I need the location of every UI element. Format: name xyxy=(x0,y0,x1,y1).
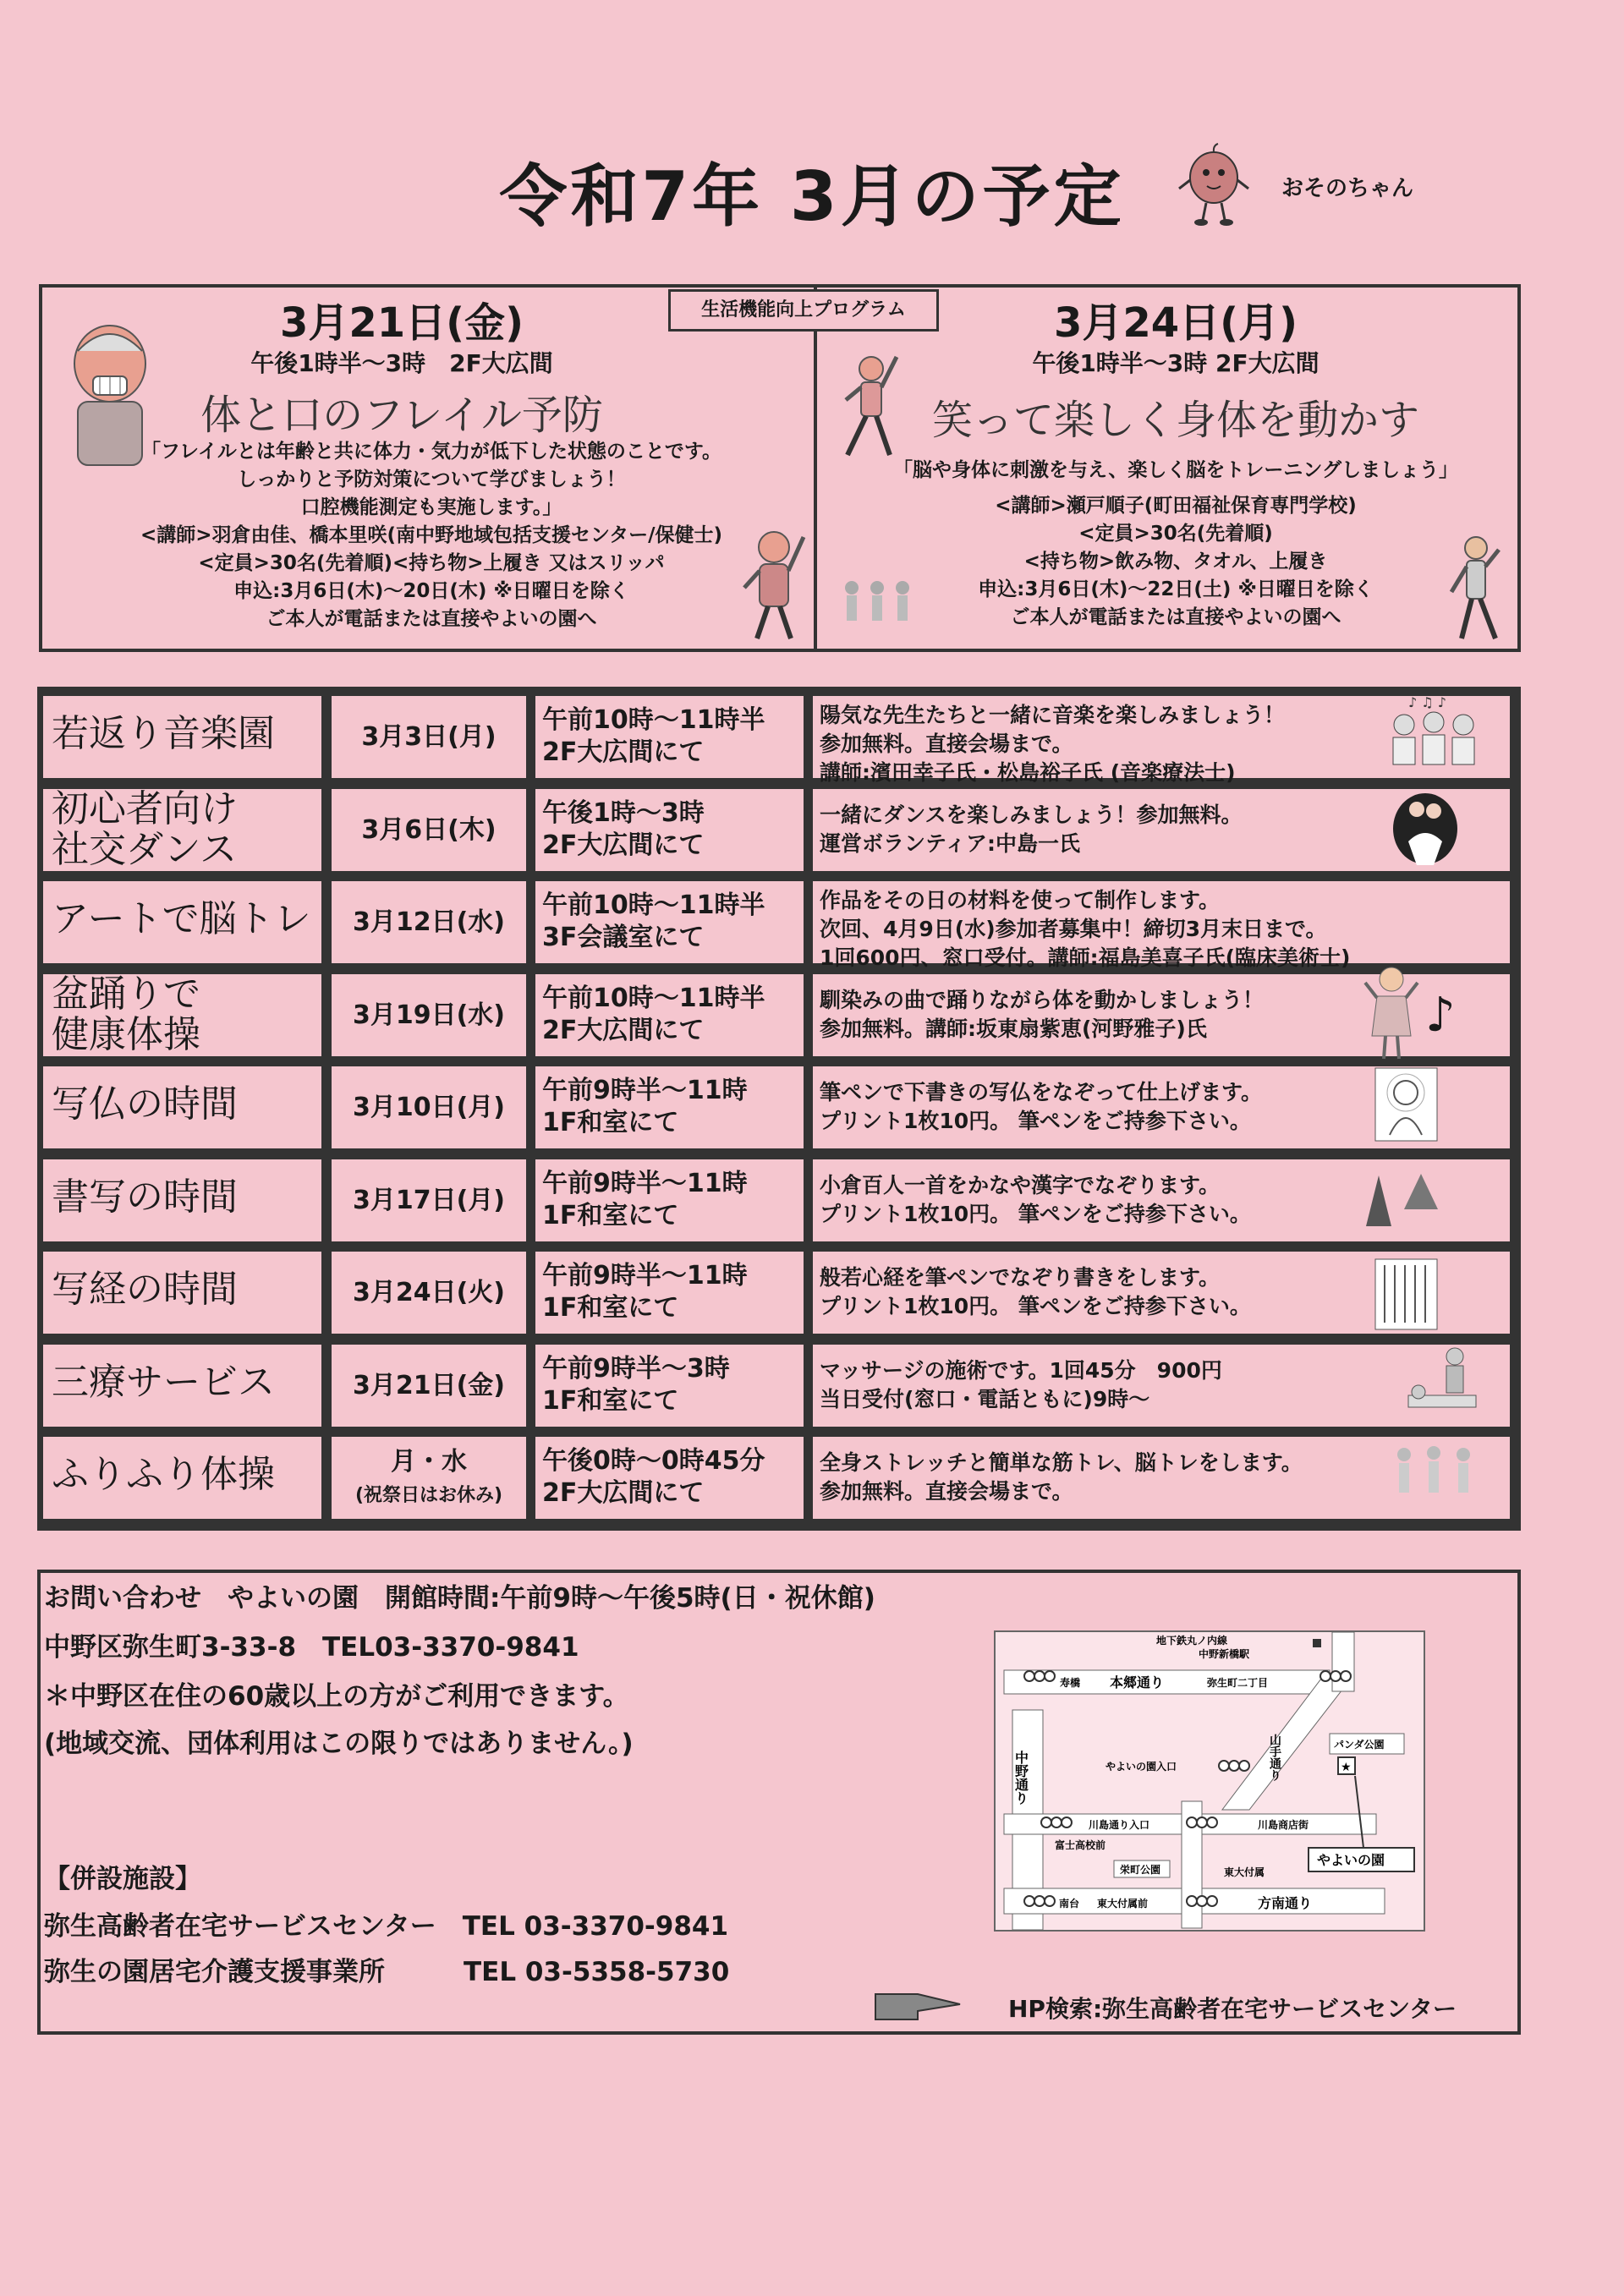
activity-time xyxy=(533,879,806,966)
contact-hours: お問い合わせ やよいの園 開館時間:午前9時～午後5時(日・祝休館) xyxy=(44,1583,875,1614)
activity-date-note: (祝祭日はお休み) xyxy=(354,1485,503,1506)
activity-date-text: 3月21日(金) xyxy=(352,1370,506,1400)
page-title: 令和7年 3月の予定 xyxy=(499,157,1125,236)
activity-date xyxy=(329,786,529,874)
activity-date-text: 3月3日(月) xyxy=(361,722,497,752)
mascot-name: おそのちゃん xyxy=(1281,176,1414,201)
buddha-icon xyxy=(1374,1067,1438,1142)
group-exercise-icon xyxy=(839,575,915,634)
activity-description-line-1: 小倉百人一首をかなや漢字でなぞります。 xyxy=(820,1172,1221,1197)
activity-date xyxy=(329,1434,529,1521)
massage-icon xyxy=(1400,1345,1484,1417)
schedule-row xyxy=(41,1157,1512,1244)
schedule-row xyxy=(41,786,1512,874)
map-todai: 東大付属 xyxy=(1224,1866,1265,1878)
facilities-title: 【併設施設】 xyxy=(44,1864,201,1894)
stretching-woman-icon xyxy=(736,529,812,643)
map-panda: パンダ公園 xyxy=(1334,1739,1385,1751)
activity-date-text: 3月10日(月) xyxy=(352,1093,506,1122)
activity-name-line-1: 写仏の時間 xyxy=(52,1082,238,1126)
activity-description-line-2: 参加無料。講師:坂東扇紫恵(河野雅子)氏 xyxy=(820,1016,1207,1041)
activity-description-line-1: 全身ストレッチと簡単な筋トレ、脳トレをします。 xyxy=(820,1450,1303,1475)
activity-time xyxy=(533,1157,806,1244)
map-juban: 寿橋 xyxy=(1060,1677,1081,1689)
activity-description-line-2: 当日受付(窓口・電話ともに)9時～ xyxy=(820,1386,1150,1411)
activity-description-line-2: 参加無料。直接会場まで。 xyxy=(820,732,1073,756)
map-yamate: 山手通り xyxy=(1268,1734,1281,1781)
activity-time xyxy=(533,972,806,1059)
activity-time-line-1: 午前10時～11時半 xyxy=(542,890,765,920)
contact-eligibility: ＊中野区在住の60歳以上の方がご利用できます。 xyxy=(44,1681,629,1712)
activity-time-line-1: 午後1時～3時 xyxy=(542,797,705,828)
schedule-row xyxy=(41,1434,1512,1521)
hp-search: HP検索:弥生高齢者在宅サービスセンター xyxy=(1008,1995,1457,2023)
schedule-row xyxy=(41,972,1512,1059)
activity-name-line-2: 社交ダンス xyxy=(52,827,238,871)
event-right-time: 午後1時半～3時 2F大広間 xyxy=(1032,349,1320,377)
activity-date-text: 月・水 xyxy=(391,1447,467,1477)
activity-name xyxy=(41,1157,324,1244)
map-sakae: 栄町公園 xyxy=(1120,1864,1161,1876)
activity-time-line-2: 1F和室にて xyxy=(542,1385,679,1416)
activity-name xyxy=(41,1342,324,1429)
dancing-woman-icon xyxy=(1362,964,1421,1061)
activity-time-line-2: 1F和室にて xyxy=(542,1200,679,1230)
event-left-capacity: <定員>30名(先着順)<持ち物>上履き 又はスリッパ xyxy=(198,552,665,574)
activity-description-line-1: 般若心経を筆ペンでなぞり書きをします。 xyxy=(820,1265,1221,1290)
map-hongo: 本郷通り xyxy=(1110,1674,1165,1690)
schedule-row xyxy=(41,1064,1512,1151)
activity-time xyxy=(533,1249,806,1336)
event-left-desc-3: 口腔機能測定も実施します。」 xyxy=(300,496,562,518)
facility-2: 弥生の園居宅介護支援事業所 TEL 03-5358-5730 xyxy=(44,1957,730,1987)
activity-name-line-2: 健康体操 xyxy=(52,1012,200,1056)
activity-name-line-1: アートで脳トレ xyxy=(52,897,311,940)
choir-icon xyxy=(1383,695,1489,771)
event-left-time: 午後1時半～3時 2F大広間 xyxy=(250,349,553,377)
activity-date-text: 3月6日(木) xyxy=(361,814,497,845)
facility-1: 弥生高齢者在宅サービスセンター TEL 03-3370-9841 xyxy=(44,1911,729,1942)
activity-name xyxy=(41,1434,324,1521)
activity-time-line-2: 2F大広間にて xyxy=(542,737,705,767)
activity-description-line-1: マッサージの施術です。1回45分 900円 xyxy=(820,1357,1222,1383)
map-nakano: 中野通り xyxy=(1012,1751,1029,1805)
activity-time xyxy=(533,1434,806,1521)
stretching-person-icon xyxy=(1446,533,1506,643)
activity-description-line-3: 1回600円、窓口受付。講師:福島美喜子氏(臨床美術士) xyxy=(820,945,1351,970)
activity-date-text: 3月19日(水) xyxy=(352,1000,506,1030)
sutra-icon xyxy=(1374,1258,1438,1330)
activity-time-line-1: 午後0時～0時45分 xyxy=(542,1446,765,1476)
activity-time xyxy=(533,693,806,781)
activity-name xyxy=(41,786,324,874)
activity-time xyxy=(533,1064,806,1151)
activity-description-line-1: 馴染みの曲で踊りながら体を動かしましょう！ xyxy=(820,987,1265,1012)
activity-description-line-2: 運営ボランティア:中島一氏 xyxy=(820,830,1080,856)
map-todai-mae: 東大付属前 xyxy=(1097,1898,1149,1910)
activity-time-line-1: 午前10時～11時半 xyxy=(542,983,765,1013)
map-star-icon: ★ xyxy=(1341,1761,1352,1774)
activity-time-line-2: 1F和室にて xyxy=(542,1108,679,1137)
activity-description-line-2: プリント1枚10円。 筆ペンをご持参下さい。 xyxy=(820,1201,1251,1226)
activity-date-text: 3月24日(火) xyxy=(352,1278,506,1307)
activity-description-line-1: 一緒にダンスを楽しみましょう！参加無料。 xyxy=(820,802,1243,827)
stretch-group-icon xyxy=(1387,1438,1484,1510)
activity-time-line-1: 午前10時～11時半 xyxy=(542,705,765,735)
event-left-apply: 申込:3月6日(木)～20日(木) ※日曜日を除く xyxy=(233,580,629,602)
event-left-title: 体と口のフレイル予防 xyxy=(200,392,603,439)
activity-name xyxy=(41,1064,324,1151)
map-yayoi: やよいの園 xyxy=(1317,1852,1385,1868)
event-right-date: 3月24日(月) xyxy=(1053,299,1298,347)
activity-name xyxy=(41,693,324,781)
activity-date xyxy=(329,972,529,1059)
event-right-lecturer: <講師>瀬戸順子(町田福祉保育専門学校) xyxy=(995,495,1357,517)
map-minamidai: 南台 xyxy=(1059,1898,1080,1910)
event-right-capacity: <定員>30名(先着順) xyxy=(1078,523,1273,545)
activity-time-line-2: 1F和室にて xyxy=(542,1293,679,1323)
event-left-desc-1: 「フレイルとは年齢と共に体力・気力が低下した状態のことです。 xyxy=(140,441,722,463)
event-right-items: <持ち物>飲み物、タオル、上履き xyxy=(1023,551,1328,573)
event-right-title: 笑って楽しく身体を動かす xyxy=(931,397,1419,444)
event-right-apply-2: ご本人が電話または直接やよいの園へ xyxy=(1010,606,1341,628)
contact-address: 中野区弥生町3-33-8 TEL03-3370-9841 xyxy=(44,1632,579,1663)
activity-date xyxy=(329,1249,529,1336)
activity-date-text: 3月12日(水) xyxy=(352,907,506,937)
activity-time xyxy=(533,786,806,874)
activity-time-line-2: 2F大広間にて xyxy=(542,1015,705,1045)
activity-description-line-2: 次回、4月9日(水)参加者募集中！締切3月末日まで。 xyxy=(820,917,1327,941)
activity-name xyxy=(41,1249,324,1336)
event-left-desc-2: しっかりと予防対策について学びましょう！ xyxy=(237,469,626,490)
activity-date xyxy=(329,879,529,966)
contact-note: (地域交流、団体利用はこの限りではありません。) xyxy=(44,1729,634,1759)
activity-name-line-1: 三療サービス xyxy=(52,1360,275,1404)
mascot-icon xyxy=(1176,142,1252,227)
activity-time-line-2: 2F大広間にて xyxy=(542,830,705,860)
activity-time-line-2: 2F大広間にて xyxy=(542,1478,705,1508)
schedule-row xyxy=(41,1342,1512,1429)
svg-text:♪ ♫ ♪: ♪ ♫ ♪ xyxy=(1408,695,1446,710)
activity-description-line-1: 作品をその日の材料を使って制作します。 xyxy=(820,888,1221,912)
map-station: 地下鉄丸ノ内線 xyxy=(1156,1635,1228,1647)
activity-name-line-1: ふりふり体操 xyxy=(52,1453,275,1496)
activity-description-line-1: 陽気な先生たちと一緒に音楽を楽しみましょう！ xyxy=(820,703,1286,727)
map-entrance: やよいの園入口 xyxy=(1106,1761,1177,1773)
schedule-row xyxy=(41,693,1512,785)
activity-name-line-1: 書写の時間 xyxy=(52,1175,238,1219)
activity-time-line-1: 午前9時半～3時 xyxy=(542,1353,730,1384)
activity-time xyxy=(533,1342,806,1429)
activity-time-line-1: 午前9時半～11時 xyxy=(542,1076,748,1105)
activity-description-line-2: プリント1枚10円。 筆ペンをご持参下さい。 xyxy=(820,1294,1251,1318)
map-yayoi2: 弥生町二丁目 xyxy=(1207,1677,1269,1689)
panel-divider xyxy=(814,284,817,652)
event-right-apply: 申込:3月6日(木)～22日(土) ※日曜日を除く xyxy=(978,578,1374,600)
activity-time-line-2: 3F会議室にて xyxy=(542,923,705,952)
program-tag: 生活機能向上プログラム xyxy=(668,289,939,332)
pointing-hand-icon xyxy=(871,1986,964,2026)
activity-date xyxy=(329,1064,529,1151)
activity-name xyxy=(41,972,324,1059)
schedule-row xyxy=(41,1249,1512,1336)
map-station-2: 中野新橋駅 xyxy=(1199,1648,1250,1660)
activity-date xyxy=(329,1157,529,1244)
music-note-icon: ♪ xyxy=(1425,988,1456,1043)
activity-time-line-1: 午前9時半～11時 xyxy=(542,1168,748,1198)
activity-description-line-2: プリント1枚10円。 筆ペンをご持参下さい。 xyxy=(820,1109,1251,1133)
map-kawashima-shop: 川島商店街 xyxy=(1258,1819,1309,1831)
event-left-date: 3月21日(金) xyxy=(279,299,524,347)
map-honan: 方南通り xyxy=(1258,1895,1313,1911)
access-map xyxy=(994,1630,1425,1932)
map-fuji: 富士高校前 xyxy=(1055,1839,1106,1851)
activity-date xyxy=(329,693,529,781)
activity-description xyxy=(810,879,1512,970)
activity-date xyxy=(329,1342,529,1429)
calligraphy-icon xyxy=(1362,1167,1442,1228)
activity-name-line-1: 写経の時間 xyxy=(52,1268,238,1311)
event-right-desc: 「脳や身体に刺激を与え、楽しく脳をトレーニングしましょう」 xyxy=(893,459,1458,481)
event-left-apply-2: ご本人が電話または直接やよいの園へ xyxy=(266,608,597,630)
map-kawashima-entrance: 川島通り入口 xyxy=(1089,1819,1150,1831)
activity-name-line-1: 初心者向け xyxy=(52,786,238,830)
activity-name-line-1: 盆踊りで xyxy=(52,972,200,1016)
dancing-couple-icon xyxy=(1383,791,1468,867)
event-left-lecturer: <講師>羽倉由佳、橋本里咲(南中野地域包括支援センター/保健士) xyxy=(140,524,723,546)
activity-description-line-2: 参加無料。直接会場まで。 xyxy=(820,1479,1073,1504)
activity-date-text: 3月17日(月) xyxy=(352,1185,506,1215)
activity-description-line-3: 講師:濱田幸子氏・松島裕子氏 (音楽療法士) xyxy=(820,760,1236,785)
activity-time-line-1: 午前9時半～11時 xyxy=(542,1261,748,1290)
activity-description-line-1: 筆ペンで下書きの写仏をなぞって仕上げます。 xyxy=(820,1080,1263,1104)
activity-name-line-1: 若返り音楽園 xyxy=(52,712,275,755)
activity-name xyxy=(41,879,324,966)
schedule-row xyxy=(41,879,1512,970)
